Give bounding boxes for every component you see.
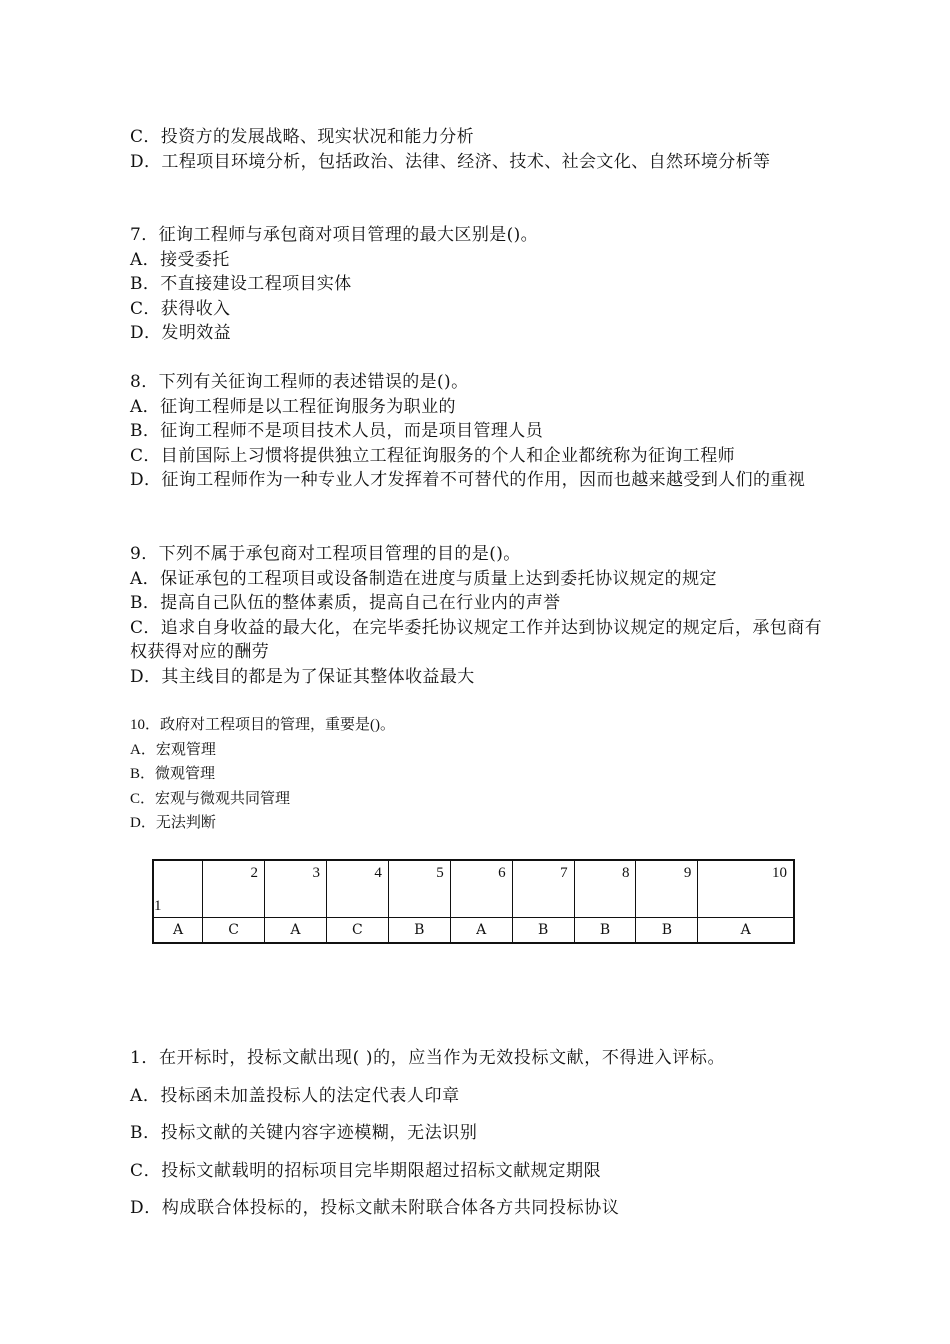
option-d: D．其主线目的都是为了保证其整体收益最大	[130, 666, 475, 687]
question-text: 7．征询工程师与承包商对项目管理的最大区别是()。	[130, 225, 539, 245]
option-d: D．征询工程师作为一种专业人才发挥着不可替代的作用，因而也越来越受到人们的重视	[130, 470, 806, 491]
option-c: C．目前国际上习惯将提供独立工程征询服务的个人和企业都统称为征询工程师	[130, 445, 736, 466]
question-text: 1．在开标时，投标文献出现( )的，应当作为无效投标文献，不得进入评标。	[130, 1048, 726, 1068]
question-number-cell: 3	[265, 860, 327, 918]
option-a: A．征询工程师是以工程征询服务为职业的	[130, 396, 456, 417]
option-c: C．投资方的发展战略、现实状况和能力分析	[130, 127, 475, 147]
option-c: C．投标文献载明的招标项目完毕期限超过招标文献规定期限	[130, 1160, 602, 1181]
question-number-cell: 6	[450, 860, 512, 918]
answer-key-table	[152, 859, 795, 944]
question-number-cell: 2	[203, 860, 265, 918]
question-9	[130, 542, 830, 690]
answer-key-answer-row	[153, 918, 794, 944]
option-b: B．征询工程师不是项目技术人员，而是项目管理人员	[130, 421, 544, 442]
answer-cell: A	[153, 918, 203, 944]
next-section-question-1	[130, 1040, 890, 1228]
option-d: D．发明效益	[130, 323, 232, 344]
option-b: B．微观管理	[130, 766, 216, 783]
answer-cell: A	[450, 918, 512, 944]
question-number-cell: 9	[636, 860, 698, 918]
question-8	[130, 370, 830, 493]
option-b: B．投标文献的关键内容字迹模糊，无法识别	[130, 1123, 478, 1143]
question-text: 10．政府对工程项目的管理，重要是()。	[130, 717, 395, 733]
answer-key-number-row	[153, 860, 794, 918]
option-a: A．接受委托	[130, 249, 230, 270]
answer-cell: C	[326, 918, 388, 944]
question-10	[130, 713, 830, 836]
option-a: A．投标函未加盖投标人的法定代表人印章	[130, 1085, 460, 1106]
option-c: C．获得收入	[130, 298, 231, 319]
answer-cell: A	[265, 918, 327, 944]
option-d: D．工程项目环境分析，包括政治、法律、经济、技术、社会文化、自然环境分析等	[130, 151, 771, 172]
answer-cell: B	[512, 918, 574, 944]
question-number-cell: 1	[153, 860, 203, 918]
option-c: C．宏观与微观共同管理	[130, 790, 291, 807]
option-a: A．保证承包的工程项目或设备制造在进度与质量上达到委托协议规定的规定	[130, 568, 717, 589]
question-text: 8．下列有关征询工程师的表述错误的是()。	[130, 372, 469, 392]
question-7	[130, 223, 830, 346]
question-number-cell: 5	[388, 860, 450, 918]
question-6-options-tail	[130, 125, 830, 174]
answer-cell: B	[574, 918, 636, 944]
question-number-cell: 10	[698, 860, 794, 918]
question-text: 9．下列不属于承包商对工程项目管理的目的是()。	[130, 544, 521, 564]
option-a: A．宏观管理	[130, 741, 216, 758]
option-d: D．无法判断	[130, 815, 216, 832]
question-number-cell: 4	[326, 860, 388, 918]
question-number-cell: 7	[512, 860, 574, 918]
option-b: B．不直接建设工程项目实体	[130, 274, 352, 295]
answer-cell: B	[636, 918, 698, 944]
answer-cell: C	[203, 918, 265, 944]
question-number-cell: 8	[574, 860, 636, 918]
option-d: D．构成联合体投标的，投标文献未附联合体各方共同投标协议	[130, 1198, 620, 1218]
answer-cell: B	[388, 918, 450, 944]
option-b: B．提高自己队伍的整体素质，提高自己在行业内的声誉	[130, 593, 561, 614]
answer-cell: A	[698, 918, 794, 944]
option-c: C．追求自身收益的最大化，在完毕委托协议规定工作并达到协议规定的规定后，承包商有权获得对应的酬劳	[130, 617, 823, 663]
